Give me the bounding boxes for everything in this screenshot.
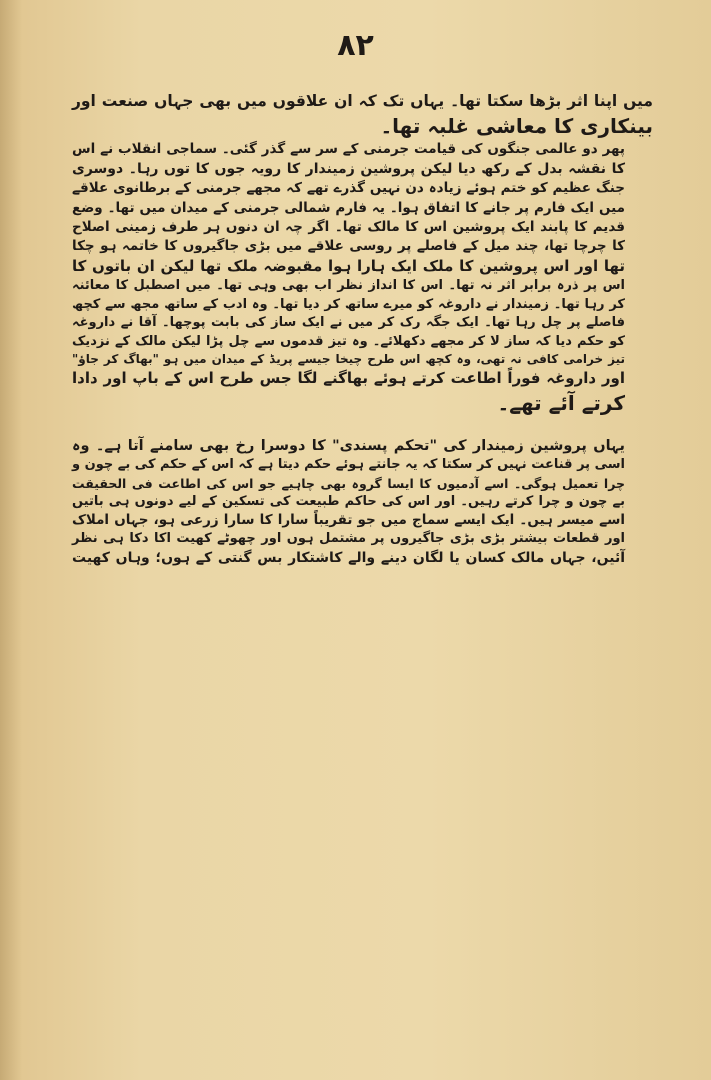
text-line: بینکاری کا معاشی غلبہ تھا۔: [380, 114, 653, 138]
paragraph-1: [72, 90, 653, 140]
text-line: کر رہا تھا۔ زمیندار نے داروغہ کو میرے ساتھ کر دیا تھا۔ وہ ادب کے ساتھ مجھ سے کچھ: [72, 296, 625, 312]
text-line: تیز خرامی کافی نہ تھی، وہ کچھ اس طرح چیخا جیسے پریڈ کے میدان میں ہو "بھاگ کر جاؤ": [72, 352, 625, 367]
text-line: فاصلے پر چل رہا تھا۔ ایک جگہ رک کر میں نے ایک ساز کی بابت پوچھا۔ آقا نے داروغہ: [72, 315, 625, 331]
paragraph-2: [72, 140, 653, 417]
text-line: چرا تعمیل ہوگی۔ اسے آدمیوں کا ایسا گروہ بھی چاہیے جو اس کی اطاعت فی الحقیقت: [72, 475, 625, 491]
page-body-text: [72, 90, 653, 569]
text-line: تھا اور اس پروشین کا ملک ایک ہارا ہوا مقبوضہ ملک تھا لیکن ان باتوں کا: [72, 257, 625, 276]
text-line: قدیم کا پابند ایک پروشین اس کا مالک تھا۔ اگر چہ ان دنوں ہر طرف زمینی اصلاح: [72, 218, 625, 235]
text-line: اور داروغہ فوراً اطاعت کرتے ہوئے بھاگنے لگا جس طرح اس کے باپ اور دادا: [72, 369, 625, 388]
text-line: میں اپنا اثر بڑھا سکتا تھا۔ یہاں تک کہ ان علاقوں میں بھی جہاں صنعت اور: [72, 92, 653, 110]
text-line: یہاں پروشین زمیندار کی "تحکم پسندی" کا دوسرا رخ بھی سامنے آتا ہے۔ وہ: [72, 437, 625, 454]
text-line: پھر دو عالمی جنگوں کی قیامت جرمنی کے سر سے گذر گئی۔ سماجی انقلاب نے اس: [72, 141, 625, 158]
text-line: میں ایک فارم پر جانے کا اتفاق ہوا۔ یہ فارم شمالی جرمنی کے میدان میں تھا۔ وضع: [72, 199, 625, 216]
text-line: کا چرچا تھا، چند میل کے فاصلے پر روسی علاقے میں بڑی جاگیروں کا خاتمہ ہو چکا: [72, 237, 625, 254]
text-line: کا نقشہ بدل کے رکھ دیا لیکن پروشین زمیندار کا رویہ جوں کا توں رہا۔ دوسری: [72, 160, 625, 177]
page-edge-shadow: [0, 0, 22, 1080]
text-line: اسی پر قناعت نہیں کر سکتا کہ یہ جانتے ہوئے حکم دیتا ہے کہ اس کے حکم کی بے چون و: [72, 457, 625, 473]
text-line: اسے میسر ہیں۔ ایک ایسے سماج میں جو تقریباً سارا کا سارا زرعی ہو، جہاں املاک: [72, 512, 625, 529]
text-line: اور قطعات بیشتر بڑی بڑی جاگیروں پر مشتمل ہوں اور چھوٹے کھیت اکا دکا ہی نظر: [72, 531, 625, 547]
page-number: ۸۲: [337, 28, 374, 63]
text-line: آئیں، جہاں مالک کسان یا لگان دینے والے کاشتکار بس گنتی کے ہوں؛ وہاں کھیت: [72, 549, 625, 566]
paragraph-3: [72, 436, 653, 569]
text-line: کرتے آئے تھے۔: [497, 391, 625, 416]
text-line: اس پر ذرہ برابر اثر نہ تھا۔ اس کا انداز نظر اب بھی وہی تھا۔ میں اصطبل کا معائنہ: [72, 278, 625, 294]
text-line: بے چون و چرا کرتے رہیں۔ اور اس کی حاکم طبیعت کی تسکین کے لیے دونوں ہی باتیں: [72, 493, 625, 509]
text-line: کو حکم دیا کہ ساز لا کر مجھے دکھلائے۔ وہ تیز قدموں سے چل پڑا لیکن مالک کے نزدیک: [72, 333, 625, 349]
text-line: جنگ عظیم کو ختم ہوئے زیادہ دن نہیں گذرے تھے کہ مجھے جرمنی کے برطانوی علاقے: [72, 180, 625, 197]
